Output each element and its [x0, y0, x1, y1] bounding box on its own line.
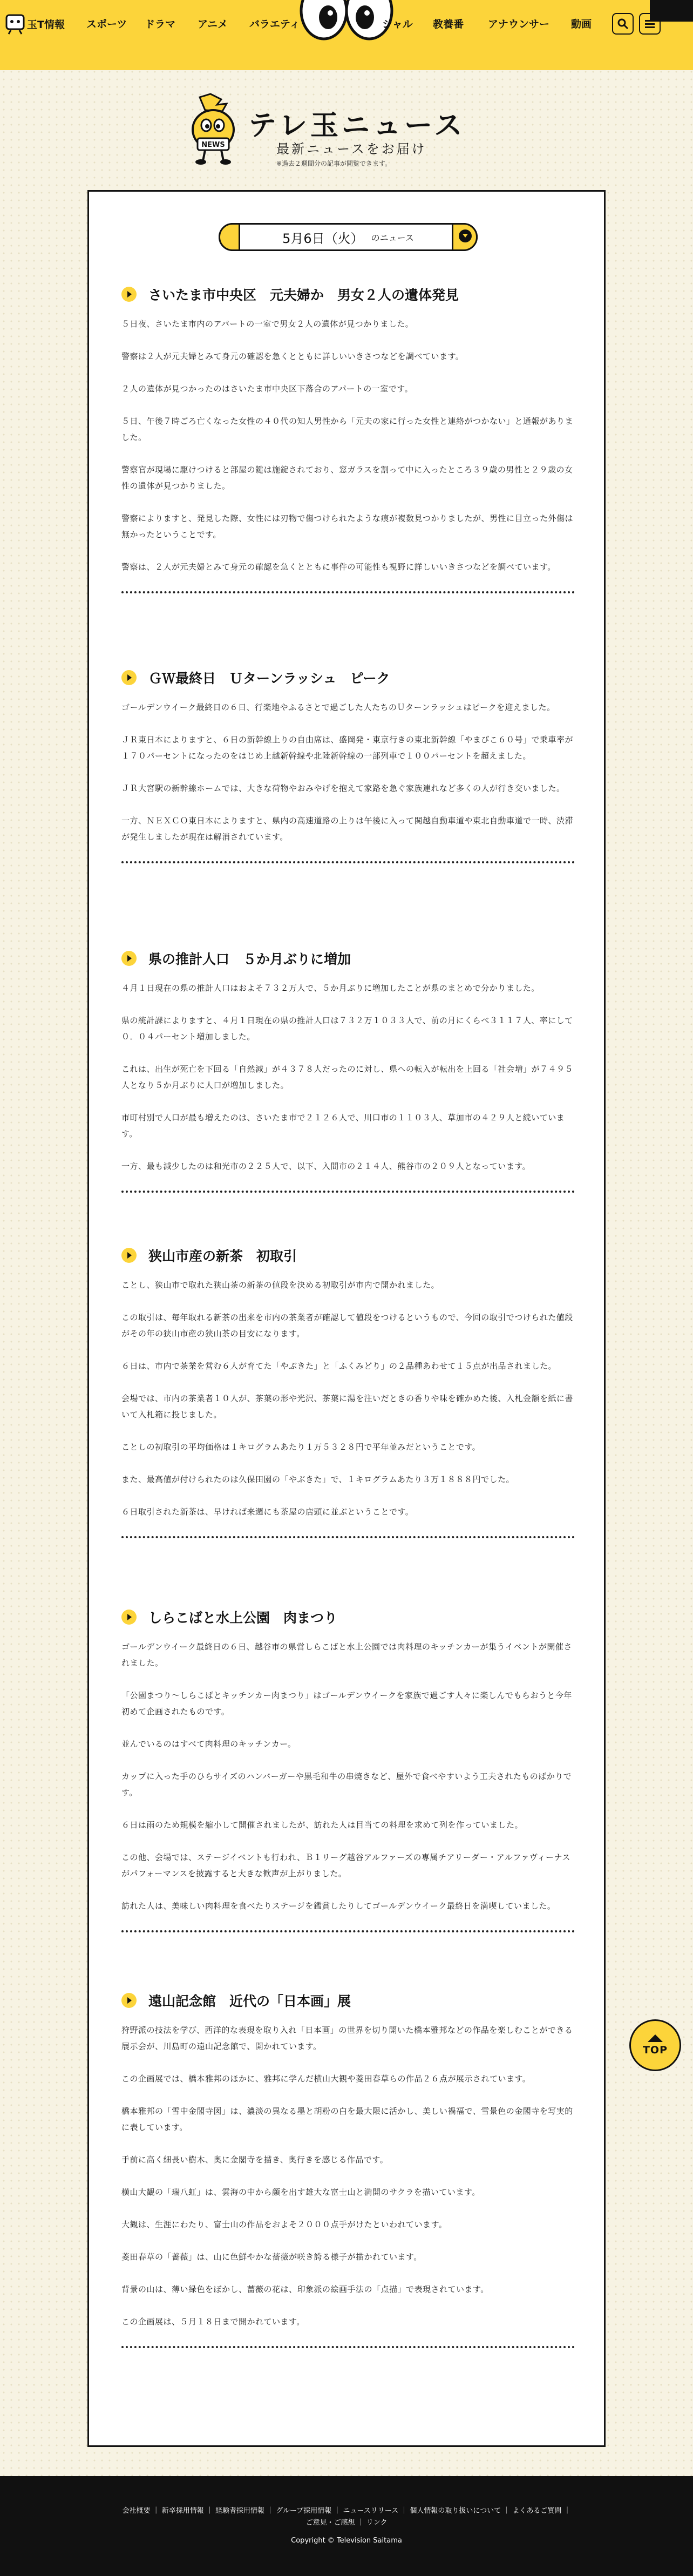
page-title: テレ玉ニュース [248, 110, 466, 142]
eyes-mascot-icon [298, 0, 395, 43]
article-divider [121, 1536, 575, 1538]
nav-sports[interactable]: スポーツ [86, 18, 127, 30]
article-title: さいたま市中央区 元夫婦か 男女２人の遺体発見 [121, 283, 575, 305]
article-paragraph: また、最高値が付けられたのは久保田園の「やぶきた」で、１キログラムあたり３万１８８８円でした。 [121, 1475, 515, 1484]
nav-culture[interactable]: 教養番 [433, 18, 464, 30]
article-paragraph: 警察によりますと、発見した際、女性には刃物で傷つけられたような痕が複数見つかりましたが、男性に目立った外傷は無かったということです。 [121, 513, 574, 539]
nav-video[interactable]: 動画 [571, 18, 592, 30]
date-suffix: のニュース [371, 232, 414, 243]
article-paragraph: 会場では、市内の茶業者１０人が、茶葉の形や光沢、茶葉に湯を注いだときの香りや味を確かめた後、入札金額を紙に書いて入札箱に投じました。 [121, 1394, 574, 1419]
article-divider [121, 1191, 575, 1193]
article-paragraph: この他、会場では、ステージイベントも行われ、Ｂ１リーグ越谷アルファーズの専属チアリーダー・アルファヴィーナスがパフォーマンスを披露すると大きな歓声が上がりました。 [121, 1852, 570, 1878]
date-selector[interactable] [219, 223, 478, 251]
article-paragraph: 大観は、生涯にわたり、富士山の作品をおよそ２０００点手がけたといわれています。 [121, 2220, 447, 2229]
back-to-top-button[interactable]: TOP [629, 2019, 681, 2071]
article-paragraph: ＪＲ東日本によりますと、６日の新幹線上りの自由席は、盛岡発・東京行きの東北新幹線「やまびこ６０号」で乗車率が１７０パーセントになったのをはじめ上越新幹線や北陸新幹線の一部列車で１００パーセントを超えました。 [121, 735, 574, 761]
header-corner-block [650, 0, 693, 22]
article-paragraph: 「公園まつり〜しらこばとキッチンカー肉まつり」はゴールデンウイークを家族で過ごす人々に楽しんでもらおうと今年初めて企画されたものです。 [121, 1691, 572, 1716]
article-paragraph: 並んでいるのはすべて肉料理のキッチンカー。 [121, 1739, 296, 1749]
news-article [121, 1990, 575, 2348]
news-article [121, 1245, 575, 1538]
article-paragraph: ４月１日現在の県の推計人口はおよそ７３２万人で、５か月ぶりに増加したことが県のまとめで分かりました。 [121, 983, 540, 993]
news-brand [184, 92, 507, 178]
archive-note: ※過去２週間分の記事が閲覧できます。 [276, 160, 392, 167]
article-divider [121, 2346, 575, 2348]
news-article [121, 1606, 575, 1932]
article-paragraph: 菱田春草の「薔薇」は、山に色鮮やかな薔薇が咲き誇る様子が描かれています。 [121, 2252, 422, 2262]
logo-text: 玉T情報 [27, 19, 65, 31]
arrow-up-icon [648, 2034, 663, 2042]
nav-announcer[interactable]: アナウンサー [488, 18, 550, 30]
svg-text:NEWS: NEWS [201, 141, 225, 149]
play-bullet-icon [121, 287, 137, 302]
play-bullet-icon [121, 1993, 137, 2008]
article-paragraph: この企画展は、５月１８日まで開かれています。 [121, 2317, 305, 2327]
site-header [0, 0, 693, 70]
news-article [121, 948, 575, 1193]
article-paragraph: ５日夜、さいたま市内のアパートの一室で男女２人の遺体が見つかりました。 [121, 319, 414, 329]
footer-links[interactable]: 会社概要 ｜ 新卒採用情報 ｜ 経験者採用情報 ｜ グループ採用情報 ｜ ニュースリリース ｜ 個人情報の取り扱いについて ｜ よくあるご質問 ｜ ご意見・ご感想 ｜ リンク [122, 2507, 571, 2527]
article-paragraph: 橋本雅邦の「雪中金閣寺図」は、濃淡の異なる墨と胡粉の白を最大限に活かし、美しい禍福で、雪景色の金閣寺を写実的に表しています。 [121, 2106, 573, 2132]
play-bullet-icon [121, 1248, 137, 1263]
article-divider [121, 861, 575, 863]
article-paragraph: これは、出生が死亡を下回る「自然減」が４３７８人だったのに対し、県への転入が転出を上回る「社会増」が７４９５人となり５か月ぶりに人口が増加しました。 [121, 1064, 574, 1090]
header-wave-edge [0, 66, 693, 70]
article-paragraph: ６日は雨のため規模を縮小して開催されましたが、訪れた人は目当ての料理を求めて列を作っていました。 [121, 1820, 524, 1830]
tv-logo[interactable] [5, 12, 66, 36]
nav-drama[interactable]: ドラマ [145, 18, 176, 30]
article-paragraph: 一方、ＮＥＸＣＯ東日本によりますと、県内の高速道路の上りは午後に入って関越自動車道や東北自動車道で一時、渋滞が発生しましたが現在は解消されています。 [121, 816, 574, 842]
article-title: しらこばと水上公園 肉まつり [121, 1606, 575, 1628]
article-paragraph: ６日は、市内で茶業を営む６人が育てた「やぶきた」と「ふくみどり」の２品種あわせて１５点が出品されました。 [121, 1361, 557, 1371]
page-subtitle: 最新ニュースをお届け [276, 141, 427, 157]
chevron-down-icon[interactable] [452, 223, 478, 251]
article-title: 狭山市産の新茶 初取引 [121, 1245, 575, 1266]
play-bullet-icon [121, 670, 137, 685]
news-panel [87, 190, 606, 2447]
article-paragraph: 狩野派の技法を学び、西洋的な表現を取り入れ「日本画」の世界を切り開いた橋本雅邦などの作品を楽しむことができる展示会が、川島町の遠山記念館で、開かれています。 [121, 2025, 573, 2051]
play-bullet-icon [121, 951, 137, 966]
news-mascot-icon [184, 92, 243, 167]
article-paragraph: ゴールデンウイーク最終日の６日、行楽地やふるさとで過ごした人たちのＵターンラッシュはピークを迎えました。 [121, 702, 555, 712]
search-icon[interactable] [612, 13, 634, 35]
article-paragraph: 県の統計課によりますと、４月１日現在の県の推計人口は７３２万１０３３人で、前の月にくらべ３１１７人、率にして０．０４パーセント増加しました。 [121, 1016, 573, 1042]
nav-anime[interactable]: アニメ [198, 18, 228, 30]
play-bullet-icon [121, 1610, 137, 1625]
news-article [121, 283, 575, 593]
article-divider [121, 591, 575, 593]
article-paragraph: この取引は、毎年取れる新茶の出来を市内の茶業者が確認して値段をつけるというもので、今回の取引でつけられた値段がその年の狭山市産の狭山茶の目安になります。 [121, 1313, 573, 1338]
article-divider [121, 1930, 575, 1932]
article-paragraph: この企画展では、橋本雅邦のほかに、雅邦に学んだ横山大観や菱田春草らの作品２６点が展示されています。 [121, 2074, 531, 2084]
article-paragraph: ことしの初取引の平均価格は１キログラムあたり１万５３２８円で平年並みだということです。 [121, 1442, 481, 1452]
nav-variety[interactable]: バラエティ [249, 18, 300, 30]
news-article [121, 667, 575, 863]
article-paragraph: 背景の山は、薄い緑色をぼかし、薔薇の花は、印象派の絵画手法の「点描」で表現されています。 [121, 2284, 489, 2294]
article-paragraph: ５日、午後７時ごろ亡くなった女性の４０代の知人男性から「元夫の家に行った女性と連絡がつかない」と通報がありました。 [121, 416, 574, 442]
article-paragraph: 訪れた人は、美味しい肉料理を食べたりステージを鑑賞したりしてゴールデンウイーク最終日を満喫していました。 [121, 1901, 556, 1911]
article-paragraph: 警察官が現場に駆けつけると部屋の鍵は施錠されており、窓ガラスを割って中に入ったところ３９歳の男性と２９歳の女性の遺体が見つかりました。 [121, 465, 573, 491]
site-footer [0, 2476, 693, 2576]
selected-date: 5月6日（火） [282, 231, 364, 246]
article-paragraph: ゴールデンウイーク最終日の６日、越谷市の県営しらこばと水上公園では肉料理のキッチンカーが集うイベントが開催されました。 [121, 1642, 572, 1668]
article-paragraph: ＪＲ大宮駅の新幹線ホームでは、大きな荷物やおみやげを抱えて家路を急ぐ家族連れなど多くの人が行き交いました。 [121, 783, 565, 793]
article-paragraph: 警察は２人が元夫婦とみて身元の確認を急くとともに詳しいいきさつなどを調べています。 [121, 351, 464, 361]
article-paragraph: 手前に高く細長い樹木、奥に金閣寺を描き、奥行きを感じる作品です。 [121, 2155, 389, 2165]
article-title: ＧＷ最終日 Ｕターンラッシュ ピーク [121, 667, 575, 688]
article-paragraph: 警察は、２人が元夫婦とみて身元の確認を急くとともに事件の可能性も視野に詳しいいきさつなどを調べています。 [121, 562, 556, 572]
copyright: Copyright © Television Saitama [291, 2537, 402, 2545]
article-paragraph: カップに入った手のひらサイズのハンバーガーや黒毛和牛の串焼きなど、屋外で食べやすいよう工夫されたものばかりです。 [121, 1772, 572, 1797]
article-paragraph: 市町村別で人口が最も増えたのは、さいたま市で２１２６人で、川口市の１１０３人、草加市の４２９人と続いています。 [121, 1113, 565, 1139]
article-paragraph: ２人の遺体が見つかったのはさいたま市中央区下落合のアパートの一室です。 [121, 384, 413, 394]
article-paragraph: 横山大観の「瑞八虹」は、雲海の中から顔を出す雄大な富士山と満開のサクラを描いています。 [121, 2187, 480, 2197]
article-paragraph: 一方、最も減少したのは和光市の２２５人で、以下、入間市の２１４人、熊谷市の２０９人となっています。 [121, 1161, 531, 1171]
article-title: 遠山記念館 近代の「日本画」展 [121, 1990, 575, 2011]
article-paragraph: ６日取引された新茶は、早ければ来週にも茶屋の店頭に並ぶということです。 [121, 1507, 414, 1517]
nav-special[interactable]: シャル [382, 18, 413, 30]
article-title: 県の推計人口 ５か月ぶりに増加 [121, 948, 575, 969]
article-paragraph: ことし、狭山市で取れた狭山茶の新茶の値段を決める初取引が市内で開かれました。 [121, 1280, 440, 1290]
